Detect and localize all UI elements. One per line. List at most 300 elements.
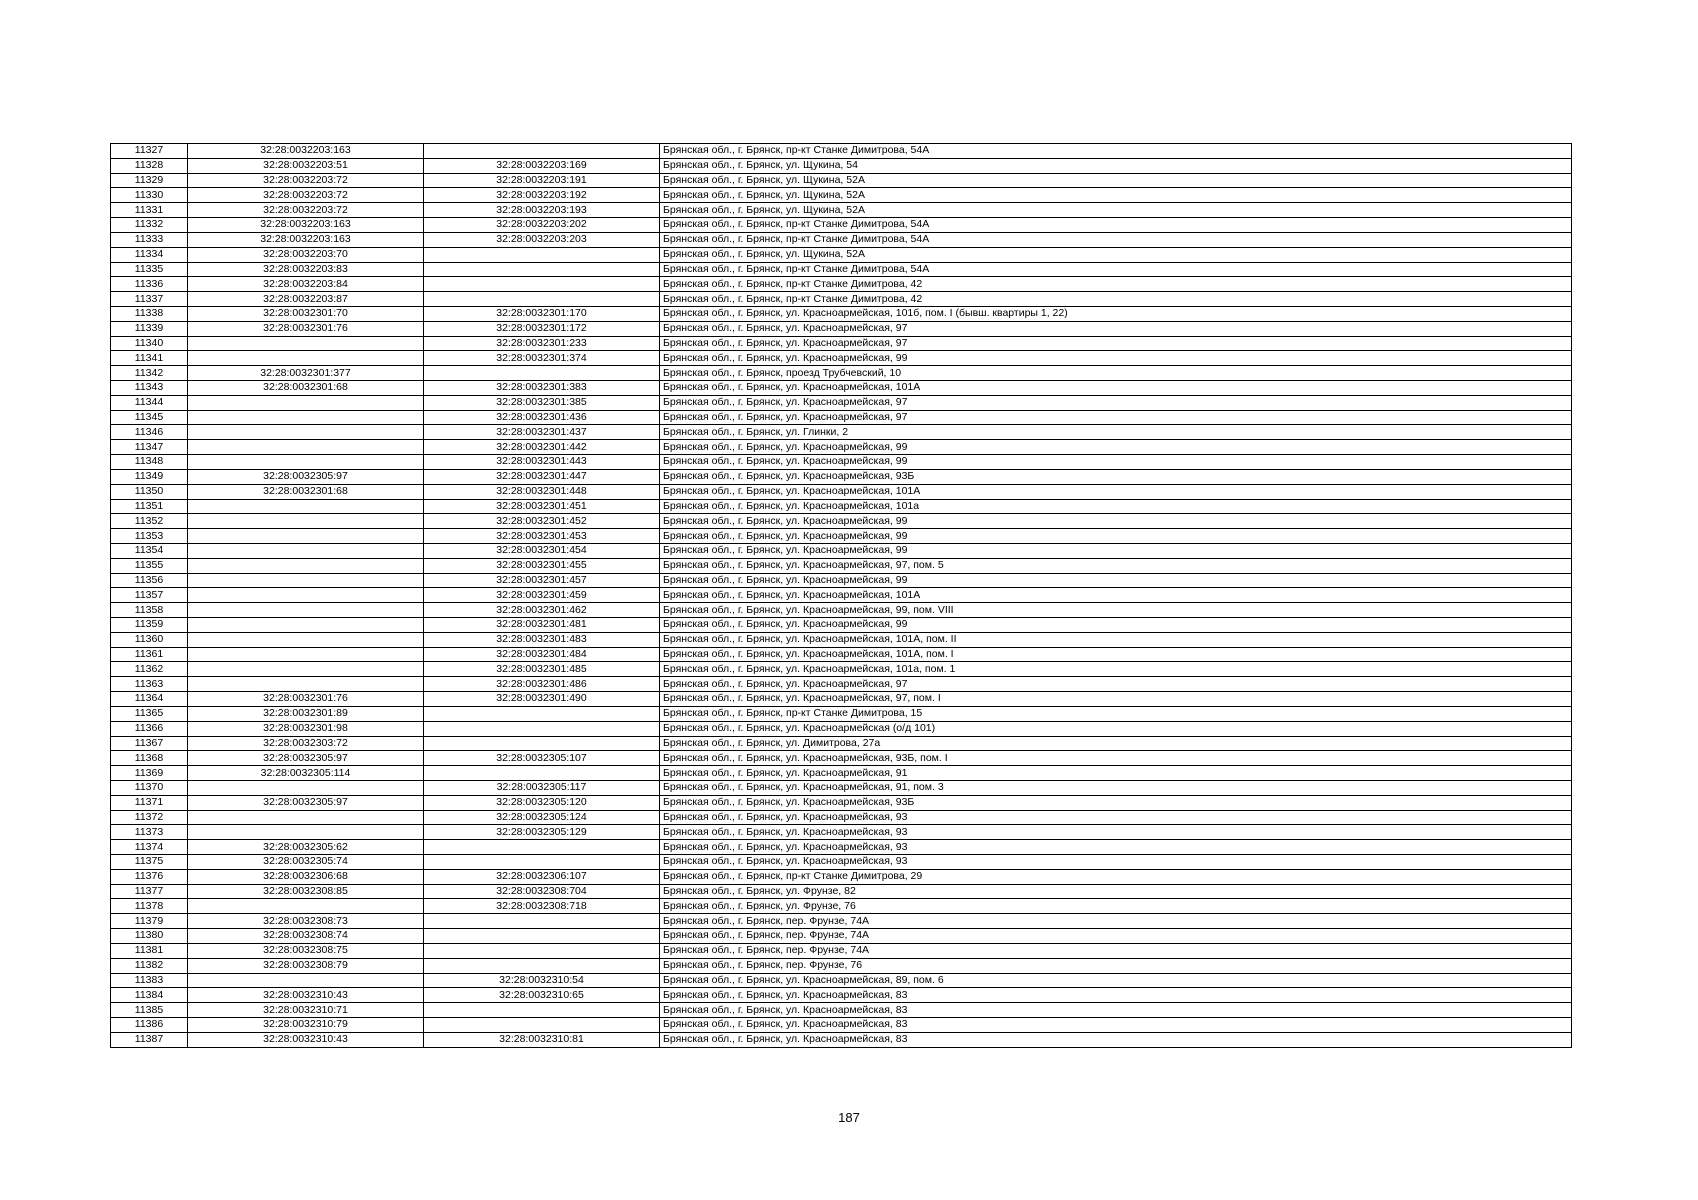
row-number-cell: 11333 — [111, 232, 188, 247]
address-cell: Брянская обл., г. Брянск, ул. Щукина, 54 — [660, 158, 1572, 173]
object-cadastral-number-cell — [424, 144, 660, 159]
row-number-cell: 11368 — [111, 751, 188, 766]
table-row — [111, 618, 1572, 633]
row-number-cell: 11383 — [111, 973, 188, 988]
address-cell: Брянская обл., г. Брянск, пер. Фрунзе, 74А — [660, 929, 1572, 944]
table-row — [111, 988, 1572, 1003]
address-cell: Брянская обл., г. Брянск, ул. Димитрова, 27а — [660, 736, 1572, 751]
cadastral-number-cell — [188, 899, 424, 914]
object-cadastral-number-cell: 32:28:0032301:452 — [424, 514, 660, 529]
object-cadastral-number-cell: 32:28:0032203:192 — [424, 188, 660, 203]
object-cadastral-number-cell: 32:28:0032305:117 — [424, 780, 660, 795]
object-cadastral-number-cell: 32:28:0032305:129 — [424, 825, 660, 840]
object-cadastral-number-cell: 32:28:0032301:383 — [424, 381, 660, 396]
row-number-cell: 11359 — [111, 618, 188, 633]
table-row — [111, 203, 1572, 218]
address-cell: Брянская обл., г. Брянск, пр-кт Станке Димитрова, 54А — [660, 218, 1572, 233]
row-number-cell: 11336 — [111, 277, 188, 292]
object-cadastral-number-cell — [424, 262, 660, 277]
object-cadastral-number-cell — [424, 1003, 660, 1018]
address-cell: Брянская обл., г. Брянск, пер. Фрунзе, 76 — [660, 958, 1572, 973]
row-number-cell: 11331 — [111, 203, 188, 218]
cadastral-number-cell: 32:28:0032203:163 — [188, 144, 424, 159]
object-cadastral-number-cell — [424, 736, 660, 751]
row-number-cell: 11363 — [111, 677, 188, 692]
object-cadastral-number-cell: 32:28:0032310:65 — [424, 988, 660, 1003]
table-row — [111, 662, 1572, 677]
object-cadastral-number-cell: 32:28:0032301:457 — [424, 573, 660, 588]
object-cadastral-number-cell: 32:28:0032301:485 — [424, 662, 660, 677]
object-cadastral-number-cell: 32:28:0032301:451 — [424, 499, 660, 514]
address-cell: Брянская обл., г. Брянск, ул. Красноармейская, 93 — [660, 810, 1572, 825]
table-row — [111, 736, 1572, 751]
address-cell: Брянская обл., г. Брянск, пр-кт Станке Димитрова, 54А — [660, 232, 1572, 247]
row-number-cell: 11360 — [111, 632, 188, 647]
table-row — [111, 558, 1572, 573]
table-row — [111, 543, 1572, 558]
table-row — [111, 321, 1572, 336]
cadastral-number-cell — [188, 618, 424, 633]
table-row — [111, 692, 1572, 707]
object-cadastral-number-cell — [424, 929, 660, 944]
page-number: 187 — [838, 1110, 860, 1125]
cadastral-number-cell: 32:28:0032301:76 — [188, 692, 424, 707]
object-cadastral-number-cell: 32:28:0032203:193 — [424, 203, 660, 218]
object-cadastral-number-cell: 32:28:0032301:455 — [424, 558, 660, 573]
cadastral-number-cell — [188, 455, 424, 470]
address-cell: Брянская обл., г. Брянск, ул. Глинки, 2 — [660, 425, 1572, 440]
object-cadastral-number-cell — [424, 706, 660, 721]
cadastral-number-cell: 32:28:0032305:62 — [188, 840, 424, 855]
table-row — [111, 914, 1572, 929]
cadastral-number-cell: 32:28:0032308:79 — [188, 958, 424, 973]
table-row — [111, 825, 1572, 840]
object-cadastral-number-cell — [424, 366, 660, 381]
table-row — [111, 943, 1572, 958]
cadastral-number-cell: 32:28:0032305:97 — [188, 469, 424, 484]
cadastral-number-cell: 32:28:0032203:70 — [188, 247, 424, 262]
address-cell: Брянская обл., г. Брянск, ул. Щукина, 52А — [660, 247, 1572, 262]
table-row — [111, 973, 1572, 988]
cadastral-number-cell — [188, 514, 424, 529]
address-cell: Брянская обл., г. Брянск, ул. Красноармейская, 93 — [660, 855, 1572, 870]
row-number-cell: 11337 — [111, 292, 188, 307]
table-row — [111, 855, 1572, 870]
row-number-cell: 11384 — [111, 988, 188, 1003]
address-cell: Брянская обл., г. Брянск, ул. Красноармейская, 93Б — [660, 469, 1572, 484]
address-cell: Брянская обл., г. Брянск, пер. Фрунзе, 74А — [660, 914, 1572, 929]
cadastral-number-cell: 32:28:0032203:163 — [188, 232, 424, 247]
row-number-cell: 11340 — [111, 336, 188, 351]
table-row — [111, 751, 1572, 766]
row-number-cell: 11387 — [111, 1032, 188, 1047]
table-row — [111, 247, 1572, 262]
address-cell: Брянская обл., г. Брянск, ул. Красноармейская, 99 — [660, 440, 1572, 455]
cadastral-number-cell: 32:28:0032301:70 — [188, 306, 424, 321]
table-row — [111, 795, 1572, 810]
cadastral-number-cell — [188, 543, 424, 558]
table-row — [111, 292, 1572, 307]
cadastral-number-cell — [188, 825, 424, 840]
cadastral-number-cell — [188, 573, 424, 588]
object-cadastral-number-cell: 32:28:0032301:437 — [424, 425, 660, 440]
cadastral-number-cell: 32:28:0032308:85 — [188, 884, 424, 899]
table-row — [111, 277, 1572, 292]
address-cell: Брянская обл., г. Брянск, ул. Красноармейская, 93Б — [660, 795, 1572, 810]
address-cell: Брянская обл., г. Брянск, ул. Щукина, 52А — [660, 203, 1572, 218]
cadastral-number-cell: 32:28:0032310:43 — [188, 988, 424, 1003]
cadastral-number-cell — [188, 810, 424, 825]
object-cadastral-number-cell: 32:28:0032301:170 — [424, 306, 660, 321]
cadastral-number-cell: 32:28:0032308:75 — [188, 943, 424, 958]
object-cadastral-number-cell — [424, 958, 660, 973]
object-cadastral-number-cell: 32:28:0032301:442 — [424, 440, 660, 455]
address-cell: Брянская обл., г. Брянск, пр-кт Станке Димитрова, 42 — [660, 277, 1572, 292]
row-number-cell: 11335 — [111, 262, 188, 277]
table-row — [111, 395, 1572, 410]
address-cell: Брянская обл., г. Брянск, пр-кт Станке Димитрова, 15 — [660, 706, 1572, 721]
row-number-cell: 11346 — [111, 425, 188, 440]
address-cell: Брянская обл., г. Брянск, ул. Красноармейская, 97, пом. 5 — [660, 558, 1572, 573]
row-number-cell: 11327 — [111, 144, 188, 159]
object-cadastral-number-cell: 32:28:0032301:462 — [424, 603, 660, 618]
address-cell: Брянская обл., г. Брянск, ул. Красноармейская, 93 — [660, 840, 1572, 855]
cadastral-number-cell: 32:28:0032308:74 — [188, 929, 424, 944]
row-number-cell: 11386 — [111, 1017, 188, 1032]
row-number-cell: 11356 — [111, 573, 188, 588]
object-cadastral-number-cell: 32:28:0032301:443 — [424, 455, 660, 470]
object-cadastral-number-cell: 32:28:0032301:483 — [424, 632, 660, 647]
cadastral-number-cell: 32:28:0032301:76 — [188, 321, 424, 336]
object-cadastral-number-cell: 32:28:0032301:459 — [424, 588, 660, 603]
address-cell: Брянская обл., г. Брянск, ул. Красноармейская, 99 — [660, 543, 1572, 558]
address-cell: Брянская обл., г. Брянск, ул. Красноармейская, 97 — [660, 410, 1572, 425]
table-row — [111, 632, 1572, 647]
object-cadastral-number-cell: 32:28:0032301:454 — [424, 543, 660, 558]
object-cadastral-number-cell — [424, 247, 660, 262]
cadastral-number-cell: 32:28:0032303:72 — [188, 736, 424, 751]
table-row — [111, 218, 1572, 233]
row-number-cell: 11332 — [111, 218, 188, 233]
table-row — [111, 677, 1572, 692]
address-cell: Брянская обл., г. Брянск, ул. Красноармейская, 91 — [660, 766, 1572, 781]
table-row — [111, 484, 1572, 499]
address-cell: Брянская обл., г. Брянск, ул. Красноармейская, 97, пом. I — [660, 692, 1572, 707]
row-number-cell: 11378 — [111, 899, 188, 914]
address-cell: Брянская обл., г. Брянск, ул. Красноармейская, 101А, пом. II — [660, 632, 1572, 647]
address-cell: Брянская обл., г. Брянск, ул. Щукина, 52А — [660, 173, 1572, 188]
row-number-cell: 11371 — [111, 795, 188, 810]
row-number-cell: 11381 — [111, 943, 188, 958]
object-cadastral-number-cell: 32:28:0032301:484 — [424, 647, 660, 662]
row-number-cell: 11345 — [111, 410, 188, 425]
object-cadastral-number-cell: 32:28:0032301:447 — [424, 469, 660, 484]
row-number-cell: 11367 — [111, 736, 188, 751]
address-cell: Брянская обл., г. Брянск, ул. Красноармейская, 97 — [660, 677, 1572, 692]
address-cell: Брянская обл., г. Брянск, пер. Фрунзе, 74А — [660, 943, 1572, 958]
table-row — [111, 455, 1572, 470]
row-number-cell: 11334 — [111, 247, 188, 262]
row-number-cell: 11380 — [111, 929, 188, 944]
object-cadastral-number-cell: 32:28:0032301:453 — [424, 529, 660, 544]
row-number-cell: 11330 — [111, 188, 188, 203]
table-row — [111, 144, 1572, 159]
address-cell: Брянская обл., г. Брянск, ул. Красноармейская, 91, пом. 3 — [660, 780, 1572, 795]
cadastral-number-cell: 32:28:0032203:51 — [188, 158, 424, 173]
address-cell: Брянская обл., г. Брянск, ул. Красноармейская, 93 — [660, 825, 1572, 840]
cadastral-number-cell: 32:28:0032305:97 — [188, 751, 424, 766]
row-number-cell: 11350 — [111, 484, 188, 499]
row-number-cell: 11328 — [111, 158, 188, 173]
cadastral-number-cell — [188, 677, 424, 692]
object-cadastral-number-cell — [424, 721, 660, 736]
cadastral-number-cell — [188, 425, 424, 440]
object-cadastral-number-cell: 32:28:0032305:120 — [424, 795, 660, 810]
address-cell: Брянская обл., г. Брянск, ул. Красноармейская, 93Б, пом. I — [660, 751, 1572, 766]
address-cell: Брянская обл., г. Брянск, ул. Щукина, 52А — [660, 188, 1572, 203]
table-row — [111, 469, 1572, 484]
address-cell: Брянская обл., г. Брянск, пр-кт Станке Димитрова, 54А — [660, 144, 1572, 159]
object-cadastral-number-cell — [424, 943, 660, 958]
row-number-cell: 11374 — [111, 840, 188, 855]
address-cell: Брянская обл., г. Брянск, ул. Красноармейская, 99 — [660, 573, 1572, 588]
cadastral-number-cell: 32:28:0032301:68 — [188, 381, 424, 396]
cadastral-number-cell: 32:28:0032310:79 — [188, 1017, 424, 1032]
address-cell: Брянская обл., г. Брянск, ул. Красноармейская, 99 — [660, 514, 1572, 529]
table-row — [111, 810, 1572, 825]
object-cadastral-number-cell: 32:28:0032306:107 — [424, 869, 660, 884]
object-cadastral-number-cell — [424, 840, 660, 855]
row-number-cell: 11355 — [111, 558, 188, 573]
address-cell: Брянская обл., г. Брянск, ул. Красноармейская, 99, пом. VIII — [660, 603, 1572, 618]
address-cell: Брянская обл., г. Брянск, ул. Красноармейская, 83 — [660, 1032, 1572, 1047]
object-cadastral-number-cell: 32:28:0032301:486 — [424, 677, 660, 692]
row-number-cell: 11385 — [111, 1003, 188, 1018]
table-row — [111, 173, 1572, 188]
cadastral-number-cell — [188, 973, 424, 988]
address-cell: Брянская обл., г. Брянск, ул. Красноармейская, 101А, пом. I — [660, 647, 1572, 662]
cadastral-number-cell: 32:28:0032305:97 — [188, 795, 424, 810]
address-cell: Брянская обл., г. Брянск, ул. Красноармейская, 89, пом. 6 — [660, 973, 1572, 988]
address-cell: Брянская обл., г. Брянск, ул. Красноармейская, 99 — [660, 455, 1572, 470]
cadastral-number-cell — [188, 410, 424, 425]
cadastral-number-cell — [188, 529, 424, 544]
address-cell: Брянская обл., г. Брянск, ул. Красноармейская, 99 — [660, 351, 1572, 366]
cadastral-number-cell: 32:28:0032301:377 — [188, 366, 424, 381]
row-number-cell: 11348 — [111, 455, 188, 470]
address-cell: Брянская обл., г. Брянск, ул. Красноармейская, 99 — [660, 529, 1572, 544]
address-cell: Брянская обл., г. Брянск, проезд Трубчевский, 10 — [660, 366, 1572, 381]
cadastral-table-body — [111, 144, 1572, 1048]
cadastral-number-cell: 32:28:0032203:163 — [188, 218, 424, 233]
object-cadastral-number-cell: 32:28:0032305:107 — [424, 751, 660, 766]
address-cell: Брянская обл., г. Брянск, ул. Красноармейская, 83 — [660, 1003, 1572, 1018]
table-row — [111, 188, 1572, 203]
cadastral-number-cell: 32:28:0032203:72 — [188, 188, 424, 203]
table-row — [111, 603, 1572, 618]
table-row — [111, 647, 1572, 662]
object-cadastral-number-cell — [424, 292, 660, 307]
cadastral-number-cell — [188, 588, 424, 603]
object-cadastral-number-cell: 32:28:0032301:490 — [424, 692, 660, 707]
table-row — [111, 1003, 1572, 1018]
table-row — [111, 958, 1572, 973]
cadastral-number-cell: 32:28:0032301:89 — [188, 706, 424, 721]
row-number-cell: 11376 — [111, 869, 188, 884]
table-row — [111, 440, 1572, 455]
object-cadastral-number-cell — [424, 855, 660, 870]
table-row — [111, 1017, 1572, 1032]
cadastral-number-cell: 32:28:0032305:114 — [188, 766, 424, 781]
table-row — [111, 706, 1572, 721]
row-number-cell: 11382 — [111, 958, 188, 973]
row-number-cell: 11338 — [111, 306, 188, 321]
table-row — [111, 884, 1572, 899]
address-cell: Брянская обл., г. Брянск, пр-кт Станке Димитрова, 54А — [660, 262, 1572, 277]
cadastral-number-cell — [188, 440, 424, 455]
address-cell: Брянская обл., г. Брянск, ул. Красноармейская, 101А — [660, 381, 1572, 396]
row-number-cell: 11366 — [111, 721, 188, 736]
object-cadastral-number-cell: 32:28:0032301:385 — [424, 395, 660, 410]
object-cadastral-number-cell: 32:28:0032308:718 — [424, 899, 660, 914]
row-number-cell: 11352 — [111, 514, 188, 529]
table-row — [111, 262, 1572, 277]
cadastral-table — [110, 143, 1572, 1048]
table-row — [111, 869, 1572, 884]
table-row — [111, 351, 1572, 366]
cadastral-number-cell: 32:28:0032306:68 — [188, 869, 424, 884]
object-cadastral-number-cell: 32:28:0032301:448 — [424, 484, 660, 499]
object-cadastral-number-cell: 32:28:0032301:481 — [424, 618, 660, 633]
address-cell: Брянская обл., г. Брянск, ул. Красноармейская, 101а, пом. 1 — [660, 662, 1572, 677]
object-cadastral-number-cell: 32:28:0032305:124 — [424, 810, 660, 825]
cadastral-number-cell — [188, 499, 424, 514]
object-cadastral-number-cell: 32:28:0032301:436 — [424, 410, 660, 425]
object-cadastral-number-cell: 32:28:0032203:191 — [424, 173, 660, 188]
address-cell: Брянская обл., г. Брянск, ул. Красноармейская, 101А — [660, 588, 1572, 603]
cadastral-number-cell: 32:28:0032301:68 — [188, 484, 424, 499]
table-row — [111, 780, 1572, 795]
cadastral-number-cell: 32:28:0032301:98 — [188, 721, 424, 736]
cadastral-number-cell: 32:28:0032203:83 — [188, 262, 424, 277]
row-number-cell: 11362 — [111, 662, 188, 677]
table-row — [111, 158, 1572, 173]
address-cell: Брянская обл., г. Брянск, ул. Красноармейская, 97 — [660, 395, 1572, 410]
address-cell: Брянская обл., г. Брянск, ул. Красноармейская, 101б, пом. I (бывш. квартиры 1, 22) — [660, 306, 1572, 321]
address-cell: Брянская обл., г. Брянск, пр-кт Станке Димитрова, 29 — [660, 869, 1572, 884]
address-cell: Брянская обл., г. Брянск, ул. Красноармейская, 101А — [660, 484, 1572, 499]
table-row — [111, 306, 1572, 321]
cadastral-number-cell: 32:28:0032310:43 — [188, 1032, 424, 1047]
address-cell: Брянская обл., г. Брянск, ул. Красноармейская (о/д 101) — [660, 721, 1572, 736]
object-cadastral-number-cell: 32:28:0032203:202 — [424, 218, 660, 233]
row-number-cell: 11375 — [111, 855, 188, 870]
row-number-cell: 11341 — [111, 351, 188, 366]
row-number-cell: 11344 — [111, 395, 188, 410]
table-row — [111, 899, 1572, 914]
table-row — [111, 766, 1572, 781]
row-number-cell: 11377 — [111, 884, 188, 899]
address-cell: Брянская обл., г. Брянск, ул. Фрунзе, 82 — [660, 884, 1572, 899]
row-number-cell: 11373 — [111, 825, 188, 840]
address-cell: Брянская обл., г. Брянск, ул. Фрунзе, 76 — [660, 899, 1572, 914]
address-cell: Брянская обл., г. Брянск, пр-кт Станке Димитрова, 42 — [660, 292, 1572, 307]
cadastral-number-cell: 32:28:0032308:73 — [188, 914, 424, 929]
table-row — [111, 381, 1572, 396]
cadastral-number-cell: 32:28:0032305:74 — [188, 855, 424, 870]
object-cadastral-number-cell: 32:28:0032310:81 — [424, 1032, 660, 1047]
table-row — [111, 1032, 1572, 1047]
address-cell: Брянская обл., г. Брянск, ул. Красноармейская, 101а — [660, 499, 1572, 514]
row-number-cell: 11329 — [111, 173, 188, 188]
row-number-cell: 11370 — [111, 780, 188, 795]
address-cell: Брянская обл., г. Брянск, ул. Красноармейская, 83 — [660, 988, 1572, 1003]
address-cell: Брянская обл., г. Брянск, ул. Красноармейская, 99 — [660, 618, 1572, 633]
cadastral-number-cell: 32:28:0032203:72 — [188, 173, 424, 188]
object-cadastral-number-cell: 32:28:0032203:169 — [424, 158, 660, 173]
object-cadastral-number-cell: 32:28:0032301:374 — [424, 351, 660, 366]
object-cadastral-number-cell — [424, 766, 660, 781]
cadastral-number-cell — [188, 662, 424, 677]
table-row — [111, 840, 1572, 855]
row-number-cell: 11361 — [111, 647, 188, 662]
row-number-cell: 11358 — [111, 603, 188, 618]
row-number-cell: 11347 — [111, 440, 188, 455]
cadastral-number-cell: 32:28:0032203:87 — [188, 292, 424, 307]
cadastral-number-cell — [188, 632, 424, 647]
row-number-cell: 11342 — [111, 366, 188, 381]
table-row — [111, 232, 1572, 247]
address-cell: Брянская обл., г. Брянск, ул. Красноармейская, 83 — [660, 1017, 1572, 1032]
table-row — [111, 499, 1572, 514]
table-row — [111, 366, 1572, 381]
address-cell: Брянская обл., г. Брянск, ул. Красноармейская, 97 — [660, 336, 1572, 351]
object-cadastral-number-cell: 32:28:0032310:54 — [424, 973, 660, 988]
row-number-cell: 11339 — [111, 321, 188, 336]
object-cadastral-number-cell — [424, 277, 660, 292]
row-number-cell: 11354 — [111, 543, 188, 558]
cadastral-number-cell — [188, 395, 424, 410]
cadastral-number-cell — [188, 558, 424, 573]
object-cadastral-number-cell: 32:28:0032301:233 — [424, 336, 660, 351]
row-number-cell: 11379 — [111, 914, 188, 929]
cadastral-number-cell: 32:28:0032310:71 — [188, 1003, 424, 1018]
table-row — [111, 721, 1572, 736]
table-row — [111, 588, 1572, 603]
table-row — [111, 425, 1572, 440]
address-cell: Брянская обл., г. Брянск, ул. Красноармейская, 97 — [660, 321, 1572, 336]
row-number-cell: 11357 — [111, 588, 188, 603]
cadastral-number-cell — [188, 336, 424, 351]
object-cadastral-number-cell — [424, 914, 660, 929]
row-number-cell: 11351 — [111, 499, 188, 514]
row-number-cell: 11364 — [111, 692, 188, 707]
cadastral-number-cell — [188, 603, 424, 618]
table-row — [111, 336, 1572, 351]
table-row — [111, 410, 1572, 425]
row-number-cell: 11372 — [111, 810, 188, 825]
row-number-cell: 11343 — [111, 381, 188, 396]
cadastral-number-cell: 32:28:0032203:72 — [188, 203, 424, 218]
row-number-cell: 11353 — [111, 529, 188, 544]
cadastral-number-cell: 32:28:0032203:84 — [188, 277, 424, 292]
object-cadastral-number-cell — [424, 1017, 660, 1032]
cadastral-number-cell — [188, 780, 424, 795]
table-row — [111, 514, 1572, 529]
table-row — [111, 573, 1572, 588]
table-row — [111, 929, 1572, 944]
row-number-cell: 11365 — [111, 706, 188, 721]
